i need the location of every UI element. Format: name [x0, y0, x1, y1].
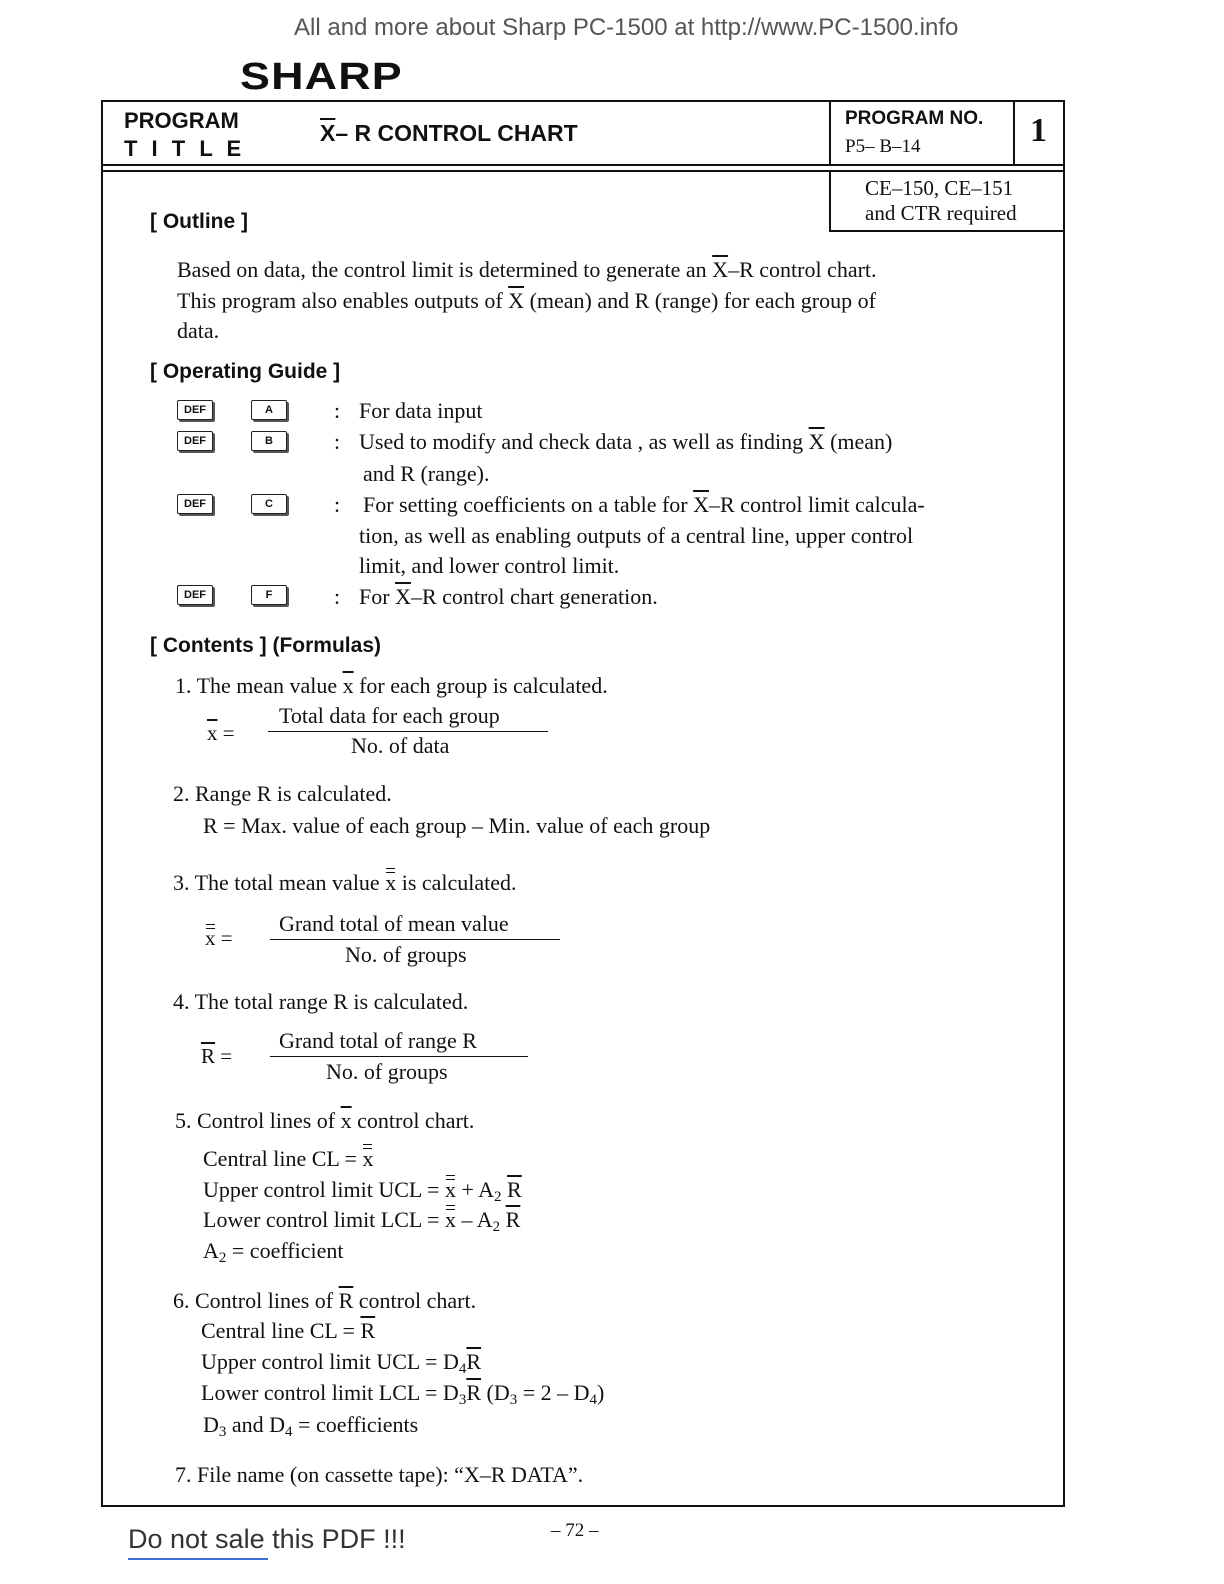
- formula-5-ucl: Upper control limit UCL = $x + A_2$ $\overline{R}$: [203, 1177, 522, 1205]
- formula-7-file-name: 7. File name (on cassette tape): “X–R DATA”.: [175, 1462, 584, 1487]
- brand-logo: SHARP: [240, 56, 403, 98]
- formula-5-title: 5. Control lines of $\overline{x}$ control chart.: [175, 1108, 475, 1133]
- formula-6-title: 6. Control lines of $\overline{R}$ control chart.: [173, 1288, 477, 1313]
- fraction-line: [270, 939, 560, 940]
- colon: :: [334, 492, 341, 517]
- formula-6-ucl: Upper control limit UCL = $D_4\overline{R}$: [201, 1349, 482, 1377]
- formula-2-line: R = Max. value of each group – Min. value of each group: [203, 813, 711, 838]
- formula-3-lhs: x =: [205, 926, 233, 950]
- requirements-line-2: and CTR required: [865, 201, 1017, 225]
- formula-4-title: 4. The total range R is calculated.: [173, 989, 469, 1014]
- formula-1-title: 1. The mean value $\overline{x}$ for each group is calculated.: [175, 673, 608, 698]
- formula-1-denominator: No. of data: [351, 733, 450, 758]
- formula-4-lhs: $\overline{R}$ =: [201, 1044, 233, 1068]
- title-label: T I T L E: [124, 136, 246, 161]
- formula-6-coefficients: $D_3$ and $D_4$ = coefficients: [203, 1412, 419, 1440]
- header-divider: [829, 100, 831, 166]
- program-title: [320, 120, 578, 147]
- key-b: B: [251, 431, 287, 451]
- outline-heading: [ Outline ]: [150, 210, 248, 233]
- formula-6-cl: Central line CL = $\overline{R}$: [201, 1318, 376, 1343]
- formula-4-numerator: Grand total of range R: [279, 1028, 477, 1053]
- outline-line-3: data.: [177, 318, 220, 343]
- guide-c-line-1: For setting coefficients on a table for $\overline{X}-R$ control limit calcula-: [363, 492, 925, 517]
- colon: :: [334, 398, 341, 423]
- def-key: DEF: [177, 431, 213, 451]
- guide-f-text: For $\overline{X}-R$ control chart generation.: [359, 584, 658, 609]
- fraction-line: [270, 1056, 528, 1057]
- page-index: 1: [1030, 112, 1047, 149]
- formula-6-lcl: Lower control limit LCL = $D_3\overline{R}$ $(D_3 = 2 - D_4)$: [201, 1380, 605, 1408]
- program-title-x: $\overline{X}$: [320, 120, 336, 146]
- outline-line-2: This program also enables outputs of $\overline{X}$ (mean) and R (range) for each group of: [177, 288, 876, 313]
- formula-3-title: 3. The total mean value x is calculated.: [173, 870, 517, 895]
- def-key: DEF: [177, 400, 213, 420]
- site-header: All and more about Sharp PC-1500 at http://www.PC-1500.info: [294, 14, 959, 41]
- guide-b-line-1: Used to modify and check data , as well as finding $\overline{X}$ (mean): [359, 429, 893, 454]
- formula-4-denominator: No. of groups: [326, 1059, 448, 1084]
- formula-5-cl: Central line CL = x: [203, 1146, 374, 1171]
- guide-b-line-2: and R (range).: [363, 461, 490, 486]
- guide-a-text: For data input: [359, 398, 483, 423]
- formula-1-numerator: Total data for each group: [279, 703, 500, 728]
- key-c: C: [251, 494, 287, 514]
- colon: :: [334, 429, 341, 454]
- footer-underline: [128, 1558, 268, 1560]
- def-key: DEF: [177, 585, 213, 605]
- fraction-line: [268, 731, 548, 732]
- contents-heading: [ Contents ] (Formulas): [150, 634, 381, 657]
- guide-c-line-3: limit, and lower control limit.: [359, 553, 620, 578]
- formula-2-title: 2. Range R is calculated.: [173, 781, 392, 806]
- formula-3-denominator: No. of groups: [345, 942, 467, 967]
- formula-5-coefficient: $A_2$ = coefficient: [203, 1238, 344, 1266]
- operating-guide-heading: [ Operating Guide ]: [150, 360, 341, 383]
- guide-c-line-2: tion, as well as enabling outputs of a central line, upper control: [359, 523, 914, 548]
- key-f: F: [251, 585, 287, 605]
- footer-note: Do not sale this PDF !!!: [128, 1524, 406, 1554]
- program-no-label: PROGRAM NO.: [845, 108, 984, 129]
- outline-line-1: Based on data, the control limit is determined to generate an $\overline{X}-R$ control chart.: [177, 257, 877, 282]
- program-no: P5– B–14: [845, 136, 921, 157]
- key-a: A: [251, 400, 287, 420]
- program-title-rest: – R CONTROL CHART: [335, 120, 578, 146]
- formula-3-numerator: Grand total of mean value: [279, 911, 509, 936]
- colon: :: [334, 584, 341, 609]
- page-number: – 72 –: [551, 1520, 599, 1541]
- program-label: PROGRAM: [124, 108, 239, 133]
- formula-5-lcl: Lower control limit LCL = x – $A_2$ $\overline{R}$: [203, 1207, 521, 1235]
- formula-1-lhs: $\overline{x}$ =: [207, 721, 235, 745]
- header-divider-2: [1013, 100, 1015, 166]
- def-key: DEF: [177, 494, 213, 514]
- requirements-line-1: CE–150, CE–151: [865, 176, 1014, 200]
